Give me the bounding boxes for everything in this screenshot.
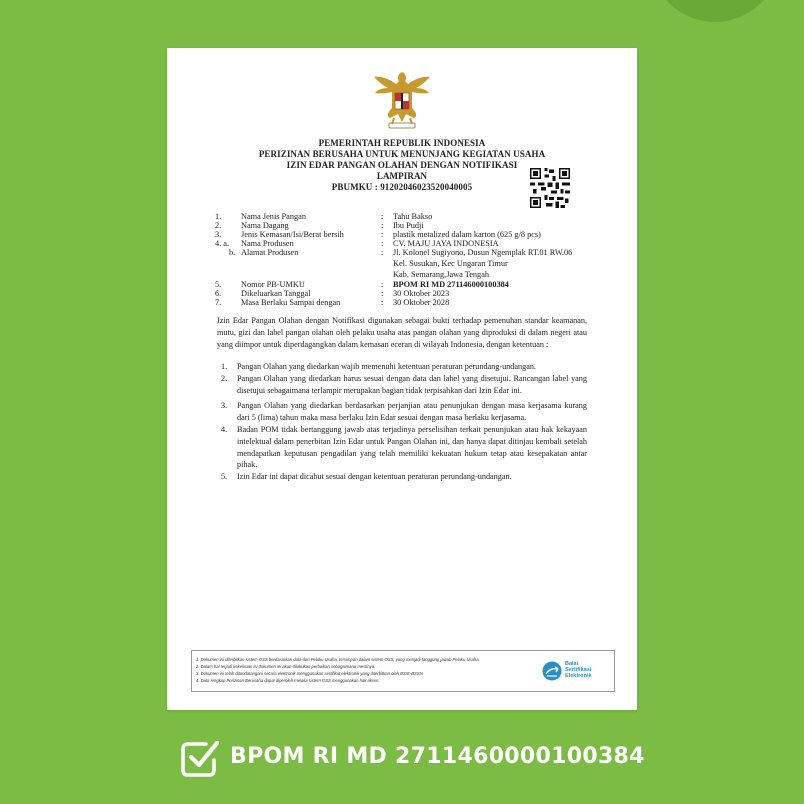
bse-label: Sertifikasi xyxy=(565,667,592,673)
footer-note: 3. Dokumen ini telah ditandatangani secara elektronik menggunakan sertifikat elektronik yang diterbitkan oleh BSrE-BSSN. xyxy=(196,671,424,676)
list-item-text: Izin Edar ini dapat dicabut sesuai dengan ketentuan peraturan perundang-undangan. xyxy=(237,472,512,482)
document-footer xyxy=(191,650,615,692)
field-value: Ibu Pudji xyxy=(393,221,424,230)
field-separator: : xyxy=(381,298,384,307)
field-separator: : xyxy=(381,289,384,298)
bse-label: Balai xyxy=(565,661,579,667)
field-value: Tahu Bakso xyxy=(393,212,433,221)
list-item-number: 4. xyxy=(221,424,228,434)
list-item-number: 5. xyxy=(221,472,228,482)
list-item xyxy=(217,361,587,373)
field-label: Nama Produsen xyxy=(241,239,294,248)
field-label: Nama Dagang xyxy=(241,221,289,230)
field-value: Kab. Semarang,Jawa Tengah xyxy=(393,270,490,279)
header-line-3: IZIN EDAR PANGAN OLAHAN DENGAN NOTIFIKASI xyxy=(286,160,518,170)
field-separator: : xyxy=(381,280,384,289)
pbumku-number: PBUMKU : 91202046023520040005 xyxy=(331,182,473,192)
field-label: Masa Berlaku Sampai dengan xyxy=(241,298,341,307)
list-item xyxy=(217,400,587,424)
field-value: 30 Oktober 2023 xyxy=(393,289,450,298)
footer-note: 1. Dokumen ini diterbitkan sistem OSS berdasarkan data dari Pelaku Usaha, tersimpan dalam sistem OSS, yang menjadi tanggung jawab Pelaku Usaha. xyxy=(196,657,480,662)
field-number: b. xyxy=(229,248,236,257)
checkbox-check-icon xyxy=(180,738,220,778)
header-line-4: LAMPIRAN xyxy=(376,171,428,181)
field-separator: : xyxy=(381,248,384,257)
field-label: Jenis Kemasan/Isi/Berat bersih xyxy=(241,230,344,239)
field-number: 1. xyxy=(215,212,222,221)
field-value: plastik metalized dalam karton (625 g/8 pcs) xyxy=(393,230,541,239)
field-number: 3. xyxy=(215,230,222,239)
field-label: Alamat Produsen xyxy=(241,248,299,257)
field-label: Nama Jenis Pangan xyxy=(241,212,306,221)
field-label: Dikeluarkan Tanggal xyxy=(241,289,311,298)
qr-code-icon xyxy=(530,168,570,208)
list-item xyxy=(217,373,587,397)
field-number: 4. a. xyxy=(215,239,230,248)
list-item-text: Badan POM tidak bertanggung jawab atas terjadinya perselisihan terkait penunjukan atau hak kekayaan intelektual dalam penerbitan Izin Edar untuk Pangan Olahan ini, dan hanya dapat ditinjau kembali setelah mendapatkan keputusan pengadilan yang telah memiliki kekuatan hukum tetap atau kesepakatan antar pihak. xyxy=(237,424,587,470)
field-value: Kel. Susukan, Kec Ungaran Timur xyxy=(393,259,508,268)
intro-paragraph: Izin Edar Pangan Olahan dengan Notifikasi digunakan sebagai bukti terhadap pemenuhan standar keamanan, mutu, gizi dan label pangan olahan oleh pelaku usaha atas pangan olahan yang diproduksi di dalam negeri atau yang diimpor untuk diperdagangkan dalam kemasan eceran di wilayah Indonesia, dengan ketentuan : xyxy=(217,316,587,350)
certificate-document xyxy=(167,48,637,710)
field-separator: : xyxy=(381,221,384,230)
list-item-text: Pangan Olahan yang diedarkan wajib memenuhi ketentuan peraturan perundang-undangan. xyxy=(237,362,536,371)
conditions-list xyxy=(217,361,587,483)
field-separator: : xyxy=(381,212,384,221)
list-item xyxy=(217,471,587,483)
pb-umku-number: BPOM RI MD 271146000100384 xyxy=(393,280,509,289)
header-line-2: PERIZINAN BERUSAHA UNTUK MENUNJANG KEGIATAN USAHA xyxy=(258,149,546,159)
field-label: Nomor PB-UMKU xyxy=(241,280,305,289)
list-item-number: 3. xyxy=(221,401,228,411)
footer-note: 4. Data lengkap Perizinan Berusaha dapat diperoleh melalui sistem OSS menggunakan hak akses. xyxy=(196,678,380,683)
field-separator: : xyxy=(381,230,384,239)
field-number: 5. xyxy=(215,280,222,289)
list-item-text: Pangan Olahan yang diedarkan harus sesuai dengan data dan label yang disetujui. Rancangan label yang disetujui sebagaimana terlampir merupakan bagian tidak terpisahkan dari Izin Edar ini. xyxy=(237,373,587,395)
garuda-emblem-icon xyxy=(372,68,432,134)
decorative-circle xyxy=(650,0,780,22)
field-number: 7. xyxy=(215,298,222,307)
bpom-number-text: BPOM RI MD 2711460000100384 xyxy=(230,744,645,769)
list-item-number: 1. xyxy=(221,362,228,371)
field-value: 30 Oktober 2028 xyxy=(393,298,450,307)
field-separator: : xyxy=(381,239,384,248)
list-item xyxy=(217,424,587,471)
field-number: 6. xyxy=(215,289,222,298)
field-value: Jl. Kolonel Sugiyono, Dusun Ngemplak RT.01 RW.06 xyxy=(393,248,573,257)
field-value: CV. MAJU JAYA INDONESIA xyxy=(393,239,499,248)
header-line-1: PEMERINTAH REPUBLIK INDONESIA xyxy=(318,138,486,148)
list-item-text: Pangan Olahan yang diedarkan berdasarkan perjanjian atau penunjukan dengan masa kerjasama kurang dari 5 (lima) tahun maka masa berlaku Izin Edar sesuai dengan masa berlaku kerjasama. xyxy=(237,401,587,423)
bse-logo-icon xyxy=(542,661,562,681)
field-number: 2. xyxy=(215,221,222,230)
bse-label: Elektronik xyxy=(565,673,592,679)
footer-note: 2. Dalam hal terjadi kekeliruan isi dokumen ini akan dilakukan perbaikan sebagaimana mestinya. xyxy=(196,664,376,669)
list-item-number: 2. xyxy=(221,373,228,383)
